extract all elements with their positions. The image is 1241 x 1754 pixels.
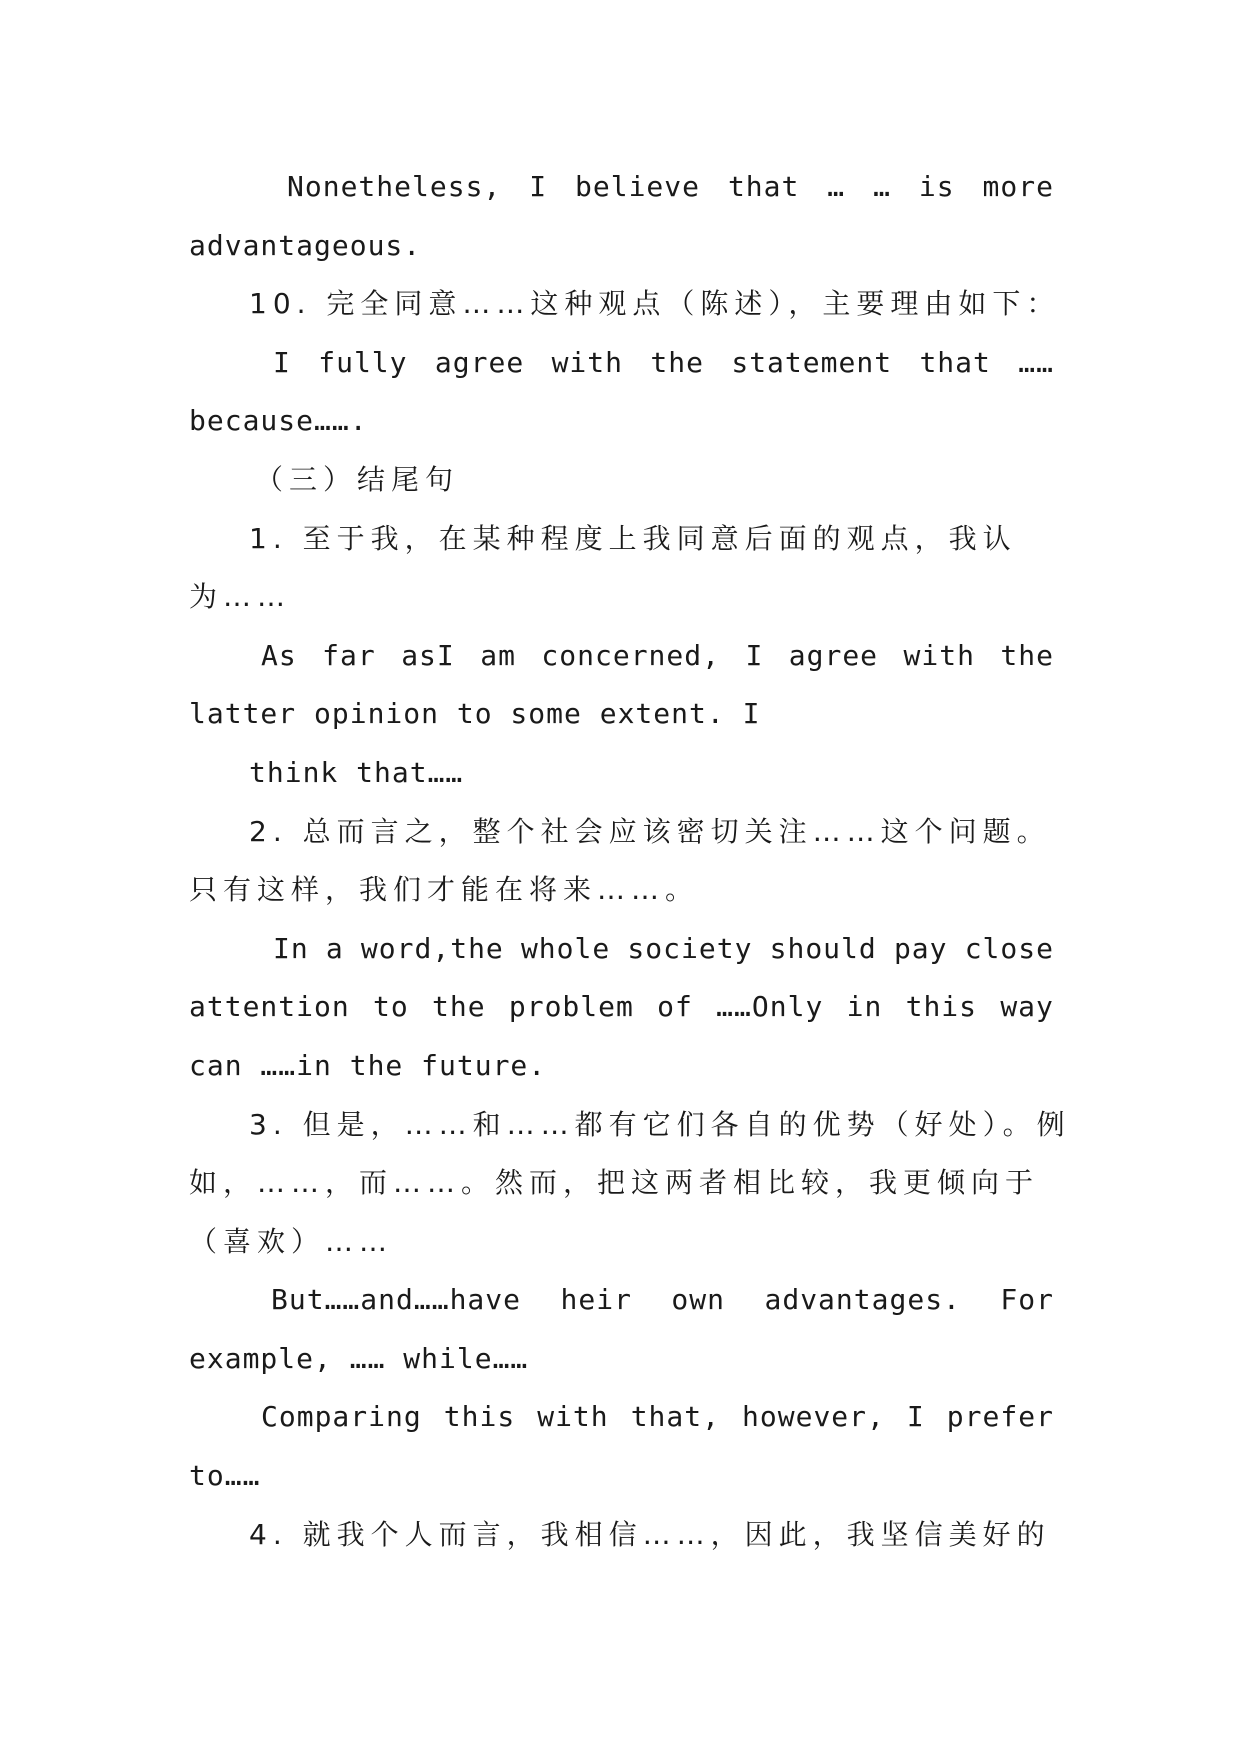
word: Nonetheless, <box>287 170 502 203</box>
text-line: 3. 但是，……和……都有它们各自的优势（好处）。例 <box>249 1107 1071 1141</box>
word: whole <box>520 931 611 965</box>
text-line <box>189 920 1054 979</box>
word: own <box>671 1283 725 1317</box>
word: heir <box>560 1283 632 1317</box>
word: believe <box>575 170 701 203</box>
text-line: 4. 就我个人而言，我相信……，因此，我坚信美好的 <box>249 1517 1051 1551</box>
word: For <box>1000 1283 1054 1317</box>
word: I <box>745 638 764 672</box>
word: that <box>919 345 991 379</box>
text-line <box>189 1271 1054 1330</box>
word: of <box>657 990 693 1024</box>
text-line <box>189 158 1054 217</box>
word: however, <box>742 1400 885 1434</box>
word: with <box>551 345 624 379</box>
word: with <box>903 638 975 672</box>
word: problem <box>508 990 634 1024</box>
word: asI <box>401 638 455 672</box>
document-page <box>189 158 1071 1564</box>
word: prefer <box>946 1400 1054 1434</box>
text-line: 10. 完全同意……这种观点（陈述），主要理由如下： <box>249 287 1061 321</box>
word: this <box>443 1400 516 1434</box>
text-line: 1. 至于我，在某种程度上我同意后面的观点，我认 <box>249 521 1017 555</box>
text-line: think that…… <box>249 755 464 789</box>
word: I <box>906 1400 925 1434</box>
word: a <box>325 931 344 965</box>
text-line: can ……in the future. <box>189 1048 547 1082</box>
word: that, <box>630 1400 720 1434</box>
word: in <box>846 990 883 1024</box>
text-line <box>189 334 1054 393</box>
word: is <box>918 170 955 203</box>
word: concerned, <box>541 638 720 672</box>
word: I <box>273 345 291 379</box>
text-line <box>189 1388 1054 1447</box>
word: far <box>322 638 376 672</box>
word: … <box>873 170 891 203</box>
word: should <box>769 931 877 965</box>
word: society <box>627 931 753 965</box>
word: … <box>827 170 846 203</box>
word: with <box>537 1400 609 1434</box>
word: word,the <box>360 931 504 965</box>
word: the <box>650 345 704 379</box>
section-heading: （三）结尾句 <box>255 462 460 496</box>
text-line: 2. 总而言之，整个社会应该密切关注……这个问题。 <box>249 814 1051 848</box>
word: Comparing <box>261 1400 422 1434</box>
text-line: because……. <box>189 404 368 438</box>
word: attention <box>189 990 350 1024</box>
word: the <box>432 990 486 1024</box>
word: that <box>727 170 800 203</box>
text-line: 为…… <box>189 580 292 614</box>
word: I <box>529 170 548 203</box>
word: But……and……have <box>271 1283 522 1317</box>
text-line <box>189 978 1054 1037</box>
text-line: 如，……，而……。然而，把这两者相比较，我更倾向于 <box>189 1166 1040 1200</box>
word: am <box>480 638 516 672</box>
word: way <box>1000 990 1054 1024</box>
word: agree <box>788 638 879 672</box>
text-line: latter opinion to some extent. I <box>189 697 761 731</box>
word: the <box>1000 638 1054 672</box>
word: ……Only <box>716 990 824 1024</box>
word: pay <box>893 931 948 965</box>
word: more <box>982 170 1054 203</box>
text-line: （喜欢）…… <box>189 1224 394 1258</box>
word: …… <box>1018 345 1054 379</box>
word: agree <box>434 345 525 379</box>
word: advantages. <box>764 1283 961 1317</box>
word: statement <box>731 345 893 379</box>
text-line: advantageous. <box>189 228 422 262</box>
text-line <box>189 627 1054 686</box>
word: to <box>373 990 409 1024</box>
word: In <box>273 931 309 965</box>
text-line: 只有这样，我们才能在将来……。 <box>189 873 700 907</box>
word: fully <box>318 345 408 379</box>
word: close <box>964 931 1054 965</box>
text-line: to…… <box>189 1459 261 1493</box>
word: As <box>261 638 297 672</box>
text-line: example, …… while…… <box>189 1341 529 1375</box>
word: this <box>905 990 978 1024</box>
